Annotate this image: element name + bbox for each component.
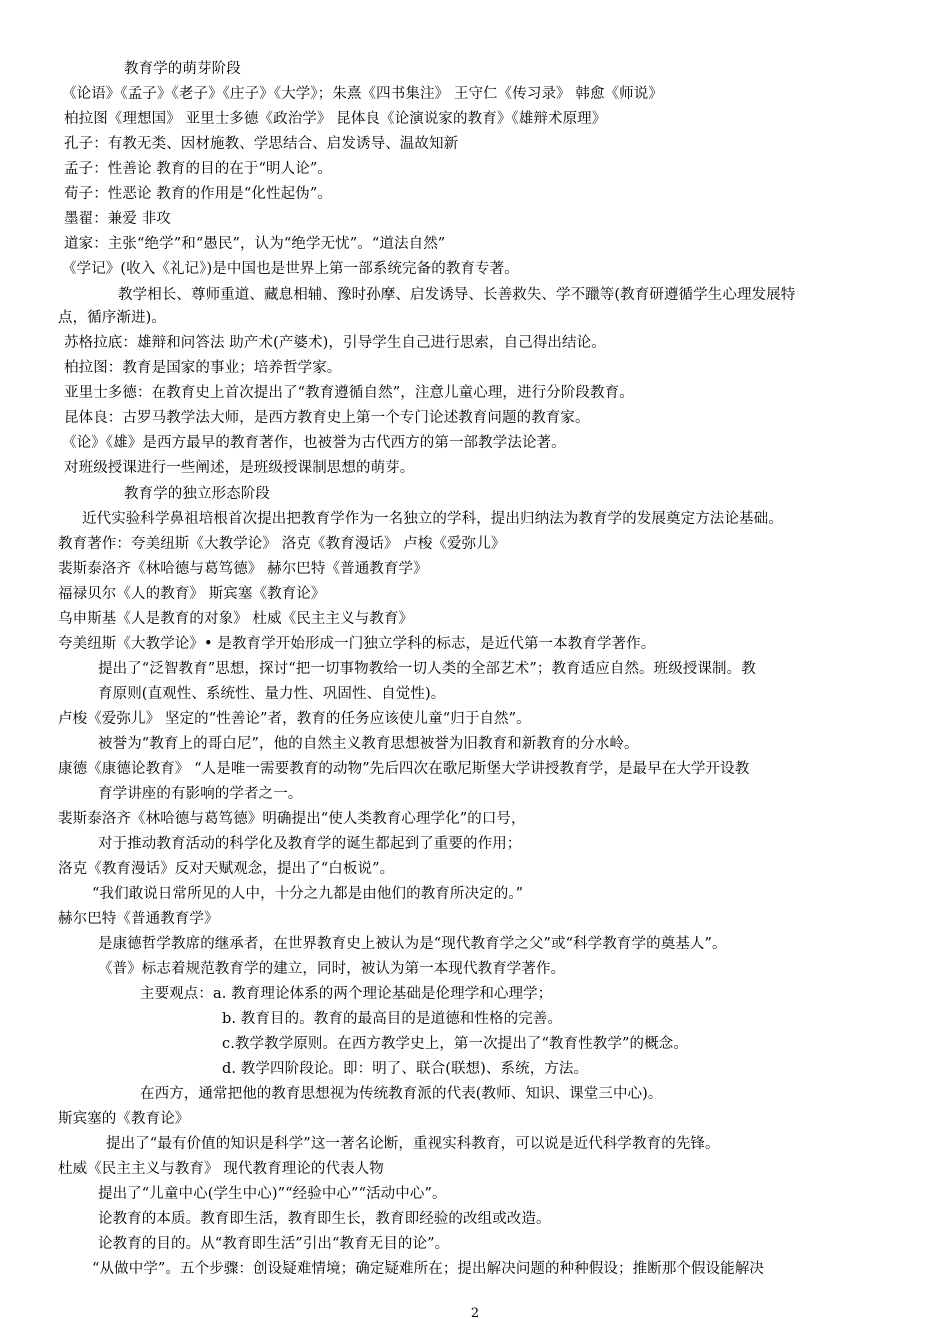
- text-line: 夸美纽斯《大教学论》• 是教育学开始形成一门独立学科的标志，是近代第一本教育学著作。: [58, 636, 656, 652]
- text-line: 杜威《民主主义与教育》 现代教育理论的代表人物: [58, 1161, 384, 1177]
- text-line: 洛克《教育漫话》反对天赋观念，提出了“白板说”。: [58, 861, 395, 877]
- text-line: 墨翟：兼爱 非攻: [64, 211, 171, 227]
- text-line: 《论》《雄》是西方最早的教育著作，也被誉为古代西方的第一部教学法论著。: [62, 435, 566, 451]
- text-line: 论教育的本质。教育即生活，教育即生长，教育即经验的改组或改造。: [98, 1211, 551, 1227]
- text-line: 被誉为“教育上的哥白尼”，他的自然主义教育思想被誉为旧教育和新教育的分水岭。: [98, 736, 639, 752]
- text-line: 近代实验科学鼻祖培根首次提出把教育学作为一名独立的学科，提出归纳法为教育学的发展奠定方法论基础。: [82, 511, 783, 527]
- text-line: 福禄贝尔《人的教育》 斯宾塞《教育论》: [58, 586, 326, 602]
- text-line: 孔子：有教无类、因材施教、学思结合、启发诱导、温故知新: [64, 136, 459, 152]
- text-line: 亚里士多德：在教育史上首次提出了“教育遵循自然”，注意儿童心理，进行分阶段教育。: [64, 385, 634, 401]
- text-line: 卢梭《爱弥儿》 坚定的“性善论”者，教育的任务应该使儿童“归于自然”。: [58, 711, 531, 727]
- text-line: 教育著作：夸美纽斯《大教学论》 洛克《教育漫话》 卢梭《爱弥儿》: [58, 536, 506, 552]
- text-line: “从做中学”。五个步骤：创设疑难情境；确定疑难所在；提出解决问题的种种假设；推断那个假设能解决: [92, 1261, 765, 1277]
- text-line: 赫尔巴特《普通教育学》: [58, 911, 219, 927]
- text-line: 是康德哲学教席的继承者，在世界教育史上被认为是“现代教育学之父”或“科学教育学的奠基人”。: [98, 936, 727, 952]
- text-line: 孟子：性善论 教育的目的在于“明人论”。: [64, 161, 332, 177]
- text-line: 康德《康德论教育》 “人是唯一需要教育的动物”先后四次在歌尼斯堡大学讲授教育学，是最早在大学开设教: [58, 761, 750, 777]
- text-line: b. 教育目的。教育的最高目的是道德和性格的完善。: [222, 1011, 562, 1027]
- text-line: 提出了“最有价值的知识是科学”这一著名论断，重视实科教育，可以说是近代科学教育的先锋。: [106, 1136, 720, 1152]
- text-line: 主要观点：a. 教育理论体系的两个理论基础是伦理学和心理学；: [140, 986, 553, 1002]
- section-heading-sprout-stage: 教育学的萌芽阶段: [124, 61, 241, 77]
- text-line: 柏拉图：教育是国家的事业；培养哲学家。: [64, 360, 342, 376]
- text-line: 育学讲座的有影响的学者之一。: [98, 786, 303, 802]
- text-line: “我们敢说日常所见的人中，十分之九都是由他们的教育所决定的。”: [92, 886, 524, 902]
- text-line: 点，循序渐进)。: [58, 310, 166, 326]
- text-line: 《普》标志着规范教育学的建立，同时，被认为第一本现代教育学著作。: [98, 961, 566, 977]
- text-line: 提出了“儿童中心(学生中心)”“经验中心”“活动中心”。: [98, 1186, 447, 1202]
- text-line: 苏格拉底：雄辩和问答法 助产术(产婆术)，引导学生自己进行思索，自己得出结论。: [64, 335, 606, 351]
- text-line: 教学相长、尊师重道、藏息相辅、豫时孙摩、启发诱导、长善救失、学不躐等(教育研遵循学生心理发展特: [118, 287, 796, 303]
- text-line: 育原则(直观性、系统性、量力性、巩固性、自觉性)。: [98, 686, 446, 702]
- text-line: 裴斯泰洛齐《林哈德与葛笃德》明确提出“使人类教育心理学化”的口号，: [58, 811, 526, 827]
- section-heading-independent-stage: 教育学的独立形态阶段: [124, 486, 270, 502]
- text-line: 对班级授课进行一些阐述，是班级授课制思想的萌芽。: [64, 460, 415, 476]
- text-line: 提出了“泛智教育”思想，探讨“把一切事物教给一切人类的全部艺术”；教育适应自然。班级授课制。教: [98, 661, 756, 677]
- text-line: 昆体良：古罗马教学法大师，是西方教育史上第一个专门论述教育问题的教育家。: [64, 410, 590, 426]
- text-line: 论教育的目的。从“教育即生活”引出“教育无目的论”。: [98, 1236, 450, 1252]
- text-line: 斯宾塞的《教育论》: [58, 1111, 190, 1127]
- text-line: c.教学教学原则。在西方教学史上，第一次提出了“教育性教学”的概念。: [222, 1036, 688, 1052]
- page-number: 2: [470, 1306, 480, 1321]
- text-line: 对于推动教育活动的科学化及教育学的诞生都起到了重要的作用；: [98, 836, 522, 852]
- text-line: 乌申斯基《人是教育的对象》 杜威《民主主义与教育》: [58, 611, 414, 627]
- text-line: 荀子：性恶论 教育的作用是“化性起伪”。: [64, 186, 332, 202]
- text-line: 柏拉图《理想国》 亚里士多德《政治学》 昆体良《论演说家的教育》《雄辩术原理》: [64, 111, 607, 127]
- text-line: 《学记》(收入《礼记》)是中国也是世界上第一部系统完备的教育专著。: [62, 261, 519, 277]
- text-line: 在西方，通常把他的教育思想视为传统教育派的代表(教师、知识、课堂三中心)。: [140, 1086, 663, 1102]
- text-line: 裴斯泰洛齐《林哈德与葛笃德》 赫尔巴特《普通教育学》: [58, 561, 428, 577]
- text-line: 道家：主张“绝学”和“愚民”，认为“绝学无忧”。“道法自然”: [64, 236, 446, 252]
- text-line: d. 教学四阶段论。即：明了、联合(联想)、系统，方法。: [222, 1061, 589, 1077]
- text-line: 《论语》《孟子》《老子》《庄子》《大学》；朱熹《四书集注》 王守仁《传习录》 韩愈《师说》: [62, 86, 663, 102]
